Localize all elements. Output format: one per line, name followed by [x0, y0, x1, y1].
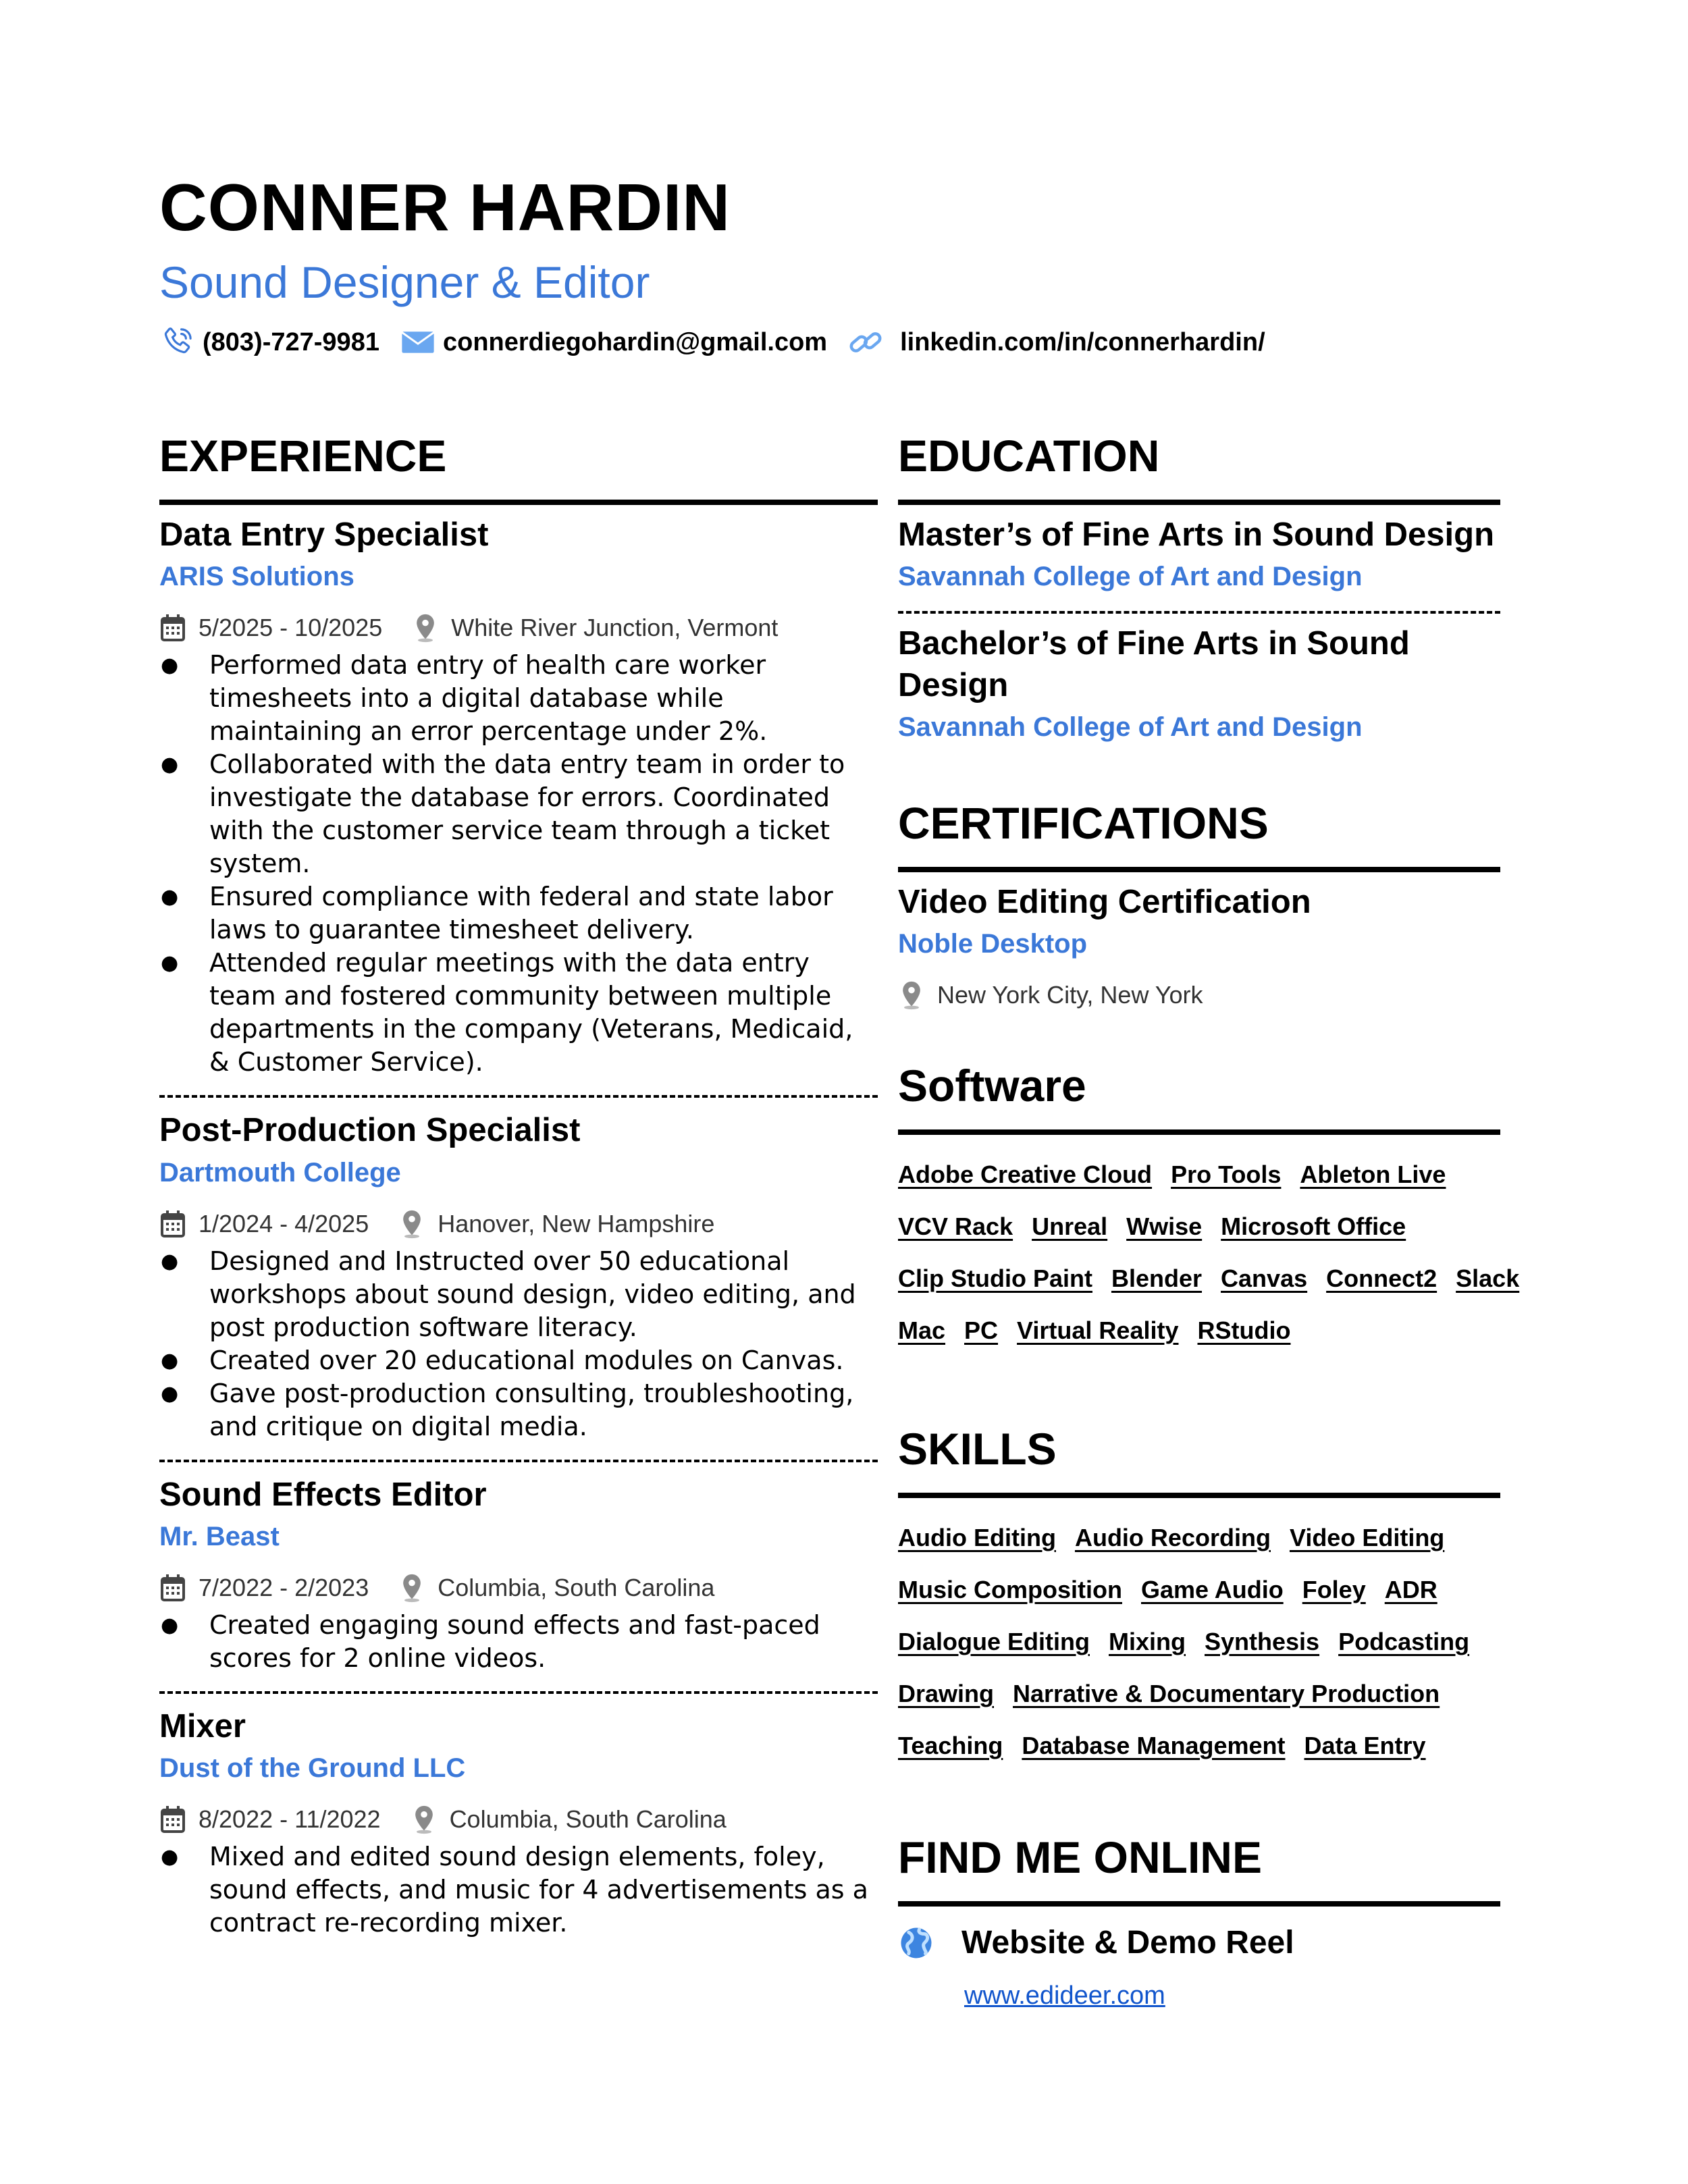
section-divider — [159, 500, 878, 505]
entry-separator — [159, 1460, 878, 1462]
linkedin-url[interactable]: linkedin.com/in/connerhardin/ — [900, 327, 1265, 356]
job-title: Sound Effects Editor — [159, 1476, 487, 1513]
company-name: Mr. Beast — [159, 1521, 280, 1551]
software-tag[interactable]: Wwise — [1126, 1212, 1203, 1240]
entry-separator — [159, 1691, 878, 1694]
online-heading: FIND ME ONLINE — [898, 1832, 1262, 1882]
skill-tag[interactable]: Synthesis — [1205, 1627, 1320, 1655]
tag-row — [898, 1200, 1500, 1252]
job-location: Columbia, South Carolina — [438, 1573, 715, 1601]
software-tag[interactable]: Adobe Creative Cloud — [898, 1160, 1153, 1188]
job-entry — [159, 1110, 878, 1443]
website-row — [898, 1924, 1500, 1961]
job-entry — [159, 514, 878, 1079]
skill-tag[interactable]: Narrative & Documentary Production — [1013, 1679, 1440, 1707]
job-headline: Sound Designer & Editor — [159, 257, 650, 307]
website-label: Website & Demo Reel — [961, 1925, 1294, 1961]
certifications-heading: CERTIFICATIONS — [898, 797, 1269, 848]
software-tag[interactable]: Unreal — [1032, 1212, 1108, 1240]
location-pin-icon — [412, 613, 439, 643]
job-dates: 8/2022 - 11/2022 — [199, 1805, 381, 1833]
email-address[interactable]: connerdiegohardin@gmail.com — [442, 327, 828, 356]
job-bullet: ● Created engaging sound effects and fast-paced scores for 2 online videos. — [159, 1609, 878, 1675]
job-bullets — [159, 1840, 878, 1940]
software-tag[interactable]: Slack — [1456, 1264, 1520, 1292]
skill-tag[interactable]: Game Audio — [1141, 1575, 1284, 1603]
skill-tag[interactable]: Dialogue Editing — [898, 1627, 1090, 1655]
location-pin-icon — [398, 1209, 425, 1239]
section-divider — [898, 867, 1500, 872]
software-tag[interactable]: Microsoft Office — [1221, 1212, 1406, 1240]
job-meta — [159, 1571, 878, 1605]
degree-title: Bachelor’s of Fine Arts in Sound Design — [898, 625, 1410, 703]
skill-tag[interactable]: Audio Editing — [898, 1523, 1056, 1551]
software-section — [898, 1048, 1520, 1356]
software-tag[interactable]: Connect2 — [1326, 1264, 1438, 1292]
section-divider — [898, 1901, 1500, 1907]
entry-separator — [159, 1095, 878, 1098]
skill-tag[interactable]: Drawing — [898, 1679, 995, 1707]
job-title: Data Entry Specialist — [159, 516, 489, 553]
skills-section — [898, 1412, 1500, 1772]
certification-meta — [898, 978, 1500, 1012]
job-bullet: ● Collaborated with the data entry team in order to investigate the database for errors. Coordinated with the customer service team through a ticket system. — [159, 748, 878, 880]
company-name: ARIS Solutions — [159, 562, 354, 592]
skill-tag[interactable]: Database Management — [1022, 1731, 1286, 1759]
software-tag[interactable]: Ableton Live — [1300, 1160, 1446, 1188]
job-meta — [159, 1803, 878, 1836]
skill-tag[interactable]: Podcasting — [1338, 1627, 1470, 1655]
job-bullet: ● Designed and Instructed over 50 educational workshops about sound design, video editing, and post production software literacy. — [159, 1245, 878, 1344]
mail-icon — [400, 324, 436, 361]
job-bullet: ● Performed data entry of health care worker timesheets into a digital database while maintaining an error percentage under 2%. — [159, 649, 878, 748]
experience-heading: EXPERIENCE — [159, 431, 447, 481]
phone-icon — [159, 324, 196, 361]
job-location: White River Junction, Vermont — [451, 614, 779, 642]
software-tag[interactable]: Mac — [898, 1316, 946, 1344]
skills-heading: SKILLS — [898, 1424, 1057, 1474]
software-tag[interactable]: Blender — [1111, 1264, 1203, 1292]
calendar-icon — [159, 613, 186, 643]
job-meta — [159, 611, 878, 645]
skill-tag[interactable]: Foley — [1302, 1575, 1366, 1603]
software-tag[interactable]: Canvas — [1221, 1264, 1308, 1292]
tag-row — [898, 1148, 1500, 1200]
right-column — [898, 419, 1520, 2010]
experience-section — [159, 419, 878, 1940]
tag-row — [898, 1668, 1500, 1720]
software-tag[interactable]: VCV Rack — [898, 1212, 1013, 1240]
job-bullet: ● Attended regular meetings with the data entry team and fostered community between multiple departments in the company (Veterans, Medicaid, & Customer Service). — [159, 947, 878, 1079]
software-tag[interactable]: PC — [964, 1316, 999, 1344]
certification-name: Video Editing Certification — [898, 883, 1311, 920]
globe-icon — [898, 1925, 934, 1961]
skill-tag[interactable]: Audio Recording — [1074, 1523, 1271, 1551]
skill-tag[interactable]: Mixing — [1109, 1627, 1186, 1655]
location-pin-icon — [898, 980, 925, 1010]
tag-row — [898, 1252, 1520, 1304]
education-section — [898, 419, 1500, 744]
company-name: Dartmouth College — [159, 1157, 401, 1188]
software-tag[interactable]: Virtual Reality — [1017, 1316, 1179, 1344]
skill-tags — [898, 1512, 1500, 1772]
job-bullets — [159, 1609, 878, 1675]
tag-row — [898, 1512, 1500, 1564]
candidate-name: CONNER HARDIN — [159, 170, 731, 244]
job-entry — [159, 1474, 878, 1675]
certification-issuer: Noble Desktop — [898, 929, 1088, 959]
website-link[interactable]: www.edideer.com — [964, 1981, 1165, 2010]
location-pin-icon — [398, 1573, 425, 1603]
company-name: Dust of the Ground LLC — [159, 1753, 466, 1783]
school-name: Savannah College of Art and Design — [898, 562, 1363, 592]
job-dates: 7/2022 - 2/2023 — [199, 1573, 369, 1601]
skill-tag[interactable]: Music Composition — [898, 1575, 1122, 1603]
job-bullets — [159, 1245, 878, 1443]
job-bullet: ● Created over 20 educational modules on Canvas. — [159, 1344, 878, 1377]
skill-tag[interactable]: Video Editing — [1289, 1523, 1445, 1551]
entry-separator — [898, 611, 1500, 614]
calendar-icon — [159, 1209, 186, 1239]
certifications-section — [898, 786, 1500, 1012]
online-section — [898, 1820, 1500, 2010]
school-name: Savannah College of Art and Design — [898, 712, 1363, 742]
job-bullet: ● Ensured compliance with federal and state labor laws to guarantee timesheet delivery. — [159, 880, 878, 947]
job-bullet: ● Mixed and edited sound design elements, foley, sound effects, and music for 4 advertisements as a contract re-recording mixer. — [159, 1840, 878, 1940]
job-bullet: ● Gave post-production consulting, troubleshooting, and critique on digital media. — [159, 1377, 878, 1443]
location-pin-icon — [411, 1805, 438, 1834]
software-heading: Software — [898, 1061, 1086, 1111]
tag-row — [898, 1304, 1500, 1356]
calendar-icon — [159, 1805, 186, 1834]
calendar-icon — [159, 1573, 186, 1603]
tag-row — [898, 1564, 1500, 1616]
skill-tag[interactable]: Data Entry — [1304, 1731, 1426, 1759]
degree-title: Master’s of Fine Arts in Sound Design — [898, 516, 1495, 553]
section-divider — [898, 500, 1500, 505]
job-dates: 5/2025 - 10/2025 — [199, 614, 383, 642]
phone-number[interactable]: (803)-727-9981 — [203, 327, 379, 356]
job-meta — [159, 1207, 878, 1241]
job-title: Post-Production Specialist — [159, 1112, 581, 1149]
contact-bar — [159, 319, 1265, 366]
job-entry — [159, 1706, 878, 1940]
job-dates: 1/2024 - 4/2025 — [199, 1209, 369, 1237]
section-divider — [898, 1493, 1500, 1498]
software-tag[interactable]: Pro Tools — [1171, 1160, 1282, 1188]
section-divider — [898, 1129, 1500, 1135]
link-icon — [847, 324, 884, 361]
tag-row — [898, 1720, 1500, 1772]
software-tag[interactable]: RStudio — [1197, 1316, 1291, 1344]
tag-row — [898, 1616, 1500, 1668]
skill-tag[interactable]: ADR — [1384, 1575, 1438, 1603]
job-title: Mixer — [159, 1707, 246, 1744]
software-tags — [898, 1148, 1520, 1356]
job-location: Columbia, South Carolina — [449, 1805, 727, 1833]
education-heading: EDUCATION — [898, 431, 1160, 481]
skill-tag[interactable]: Teaching — [898, 1731, 1003, 1759]
software-tag[interactable]: Clip Studio Paint — [898, 1264, 1092, 1292]
job-location: Hanover, New Hampshire — [438, 1209, 715, 1237]
certification-location: New York City, New York — [937, 981, 1203, 1009]
job-bullets — [159, 649, 878, 1079]
